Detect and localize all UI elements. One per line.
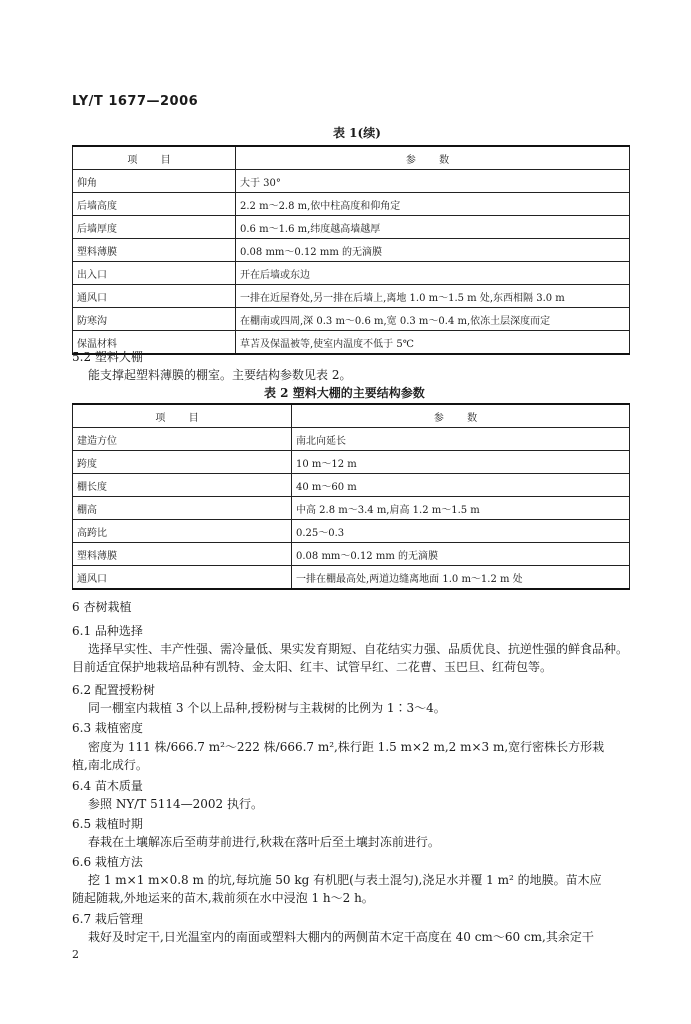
cell-item: 保温材料: [73, 331, 236, 355]
cell-param: 0.08 mm～0.12 mm 的无滴膜: [236, 239, 630, 262]
section-6-7-line1: 栽好及时定干,日光温室内的南面或塑料大棚内的两侧苗木定干高度在 40 cm～60 cm,其余定干: [88, 930, 594, 944]
table-row: [73, 308, 630, 331]
cell-item: 防寒沟: [73, 308, 236, 331]
table1-col-item: 项 目: [73, 146, 236, 170]
cell-param: 大于 30°: [236, 170, 630, 193]
section-6-5-line1: 春栽在土壤解冻后至萌芽前进行,秋栽在落叶后至土壤封冻前进行。: [88, 835, 440, 849]
cell-item: 高跨比: [73, 520, 292, 543]
cell-param: 中高 2.8 m～3.4 m,肩高 1.2 m～1.5 m: [292, 497, 630, 520]
standard-code-header: LY/T 1677—2006: [72, 94, 199, 109]
section-6-4-heading: 6.4 苗木质量: [72, 779, 143, 793]
table2: [72, 403, 630, 590]
table-row: [73, 543, 630, 566]
cell-item: 塑料薄膜: [73, 239, 236, 262]
section-6-1-line2: 目前适宜保护地栽培品种有凯特、金太阳、红丰、试管早红、二花曹、玉巴旦、红荷包等。: [72, 660, 553, 674]
section-6-6-line2: 随起随栽,外地运来的苗木,栽前须在水中浸泡 1 h～2 h。: [72, 891, 374, 905]
section-6-2-line1: 同一棚室内栽植 3 个以上品种,授粉树与主栽树的比例为 1∶3～4。: [88, 701, 446, 715]
section-6-5-heading: 6.5 栽植时期: [72, 817, 143, 831]
cell-item: 后墙厚度: [73, 216, 236, 239]
table2-header-row: [73, 404, 630, 428]
section-6-6-line1: 挖 1 m×1 m×0.8 m 的坑,每坑施 50 kg 有机肥(与表土混匀),浇足水并覆 1 m² 的地膜。苗木应: [88, 873, 602, 887]
cell-param: 10 m～12 m: [292, 451, 630, 474]
cell-item: 通风口: [73, 285, 236, 308]
section-6-3-line1: 密度为 111 株/666.7 m²～222 株/666.7 m²,株行距 1.5 m×2 m,2 m×3 m,宽行密株长方形栽: [88, 740, 605, 754]
cell-item: 建造方位: [73, 428, 292, 451]
cell-param: 2.2 m～2.8 m,依中柱高度和仰角定: [236, 193, 630, 216]
table1: [72, 145, 630, 355]
cell-item: 后墙高度: [73, 193, 236, 216]
section-6-3-heading: 6.3 栽植密度: [72, 721, 143, 735]
table-row: [73, 216, 630, 239]
section-6-1-heading: 6.1 品种选择: [72, 624, 143, 638]
cell-param: 在棚南或四周,深 0.3 m～0.6 m,宽 0.3 m～0.4 m,依冻土层深度而定: [236, 308, 630, 331]
table-row: [73, 520, 630, 543]
table2-col-item: 项 目: [73, 404, 292, 428]
table-row: [73, 193, 630, 216]
section-6-7-heading: 6.7 栽后管理: [72, 912, 143, 926]
cell-param: 0.25～0.3: [292, 520, 630, 543]
section-6-4-line1: 参照 NY/T 5114—2002 执行。: [88, 797, 263, 811]
table-row: [73, 239, 630, 262]
table1-caption: 表 1(续): [333, 126, 381, 140]
table-row: [73, 497, 630, 520]
table-row: [73, 285, 630, 308]
cell-item: 塑料薄膜: [73, 543, 292, 566]
cell-item: 棚高: [73, 497, 292, 520]
section-5-2-heading: 5.2 塑料大棚: [72, 350, 143, 364]
section-6-6-heading: 6.6 栽植方法: [72, 855, 143, 869]
table-row: [73, 331, 630, 355]
cell-param: 0.08 mm～0.12 mm 的无滴膜: [292, 543, 630, 566]
table-row: [73, 566, 630, 590]
cell-item: 出入口: [73, 262, 236, 285]
table1-header-row: [73, 146, 630, 170]
cell-param: 40 m～60 m: [292, 474, 630, 497]
section-5-2-text: 能支撑起塑料薄膜的棚室。主要结构参数见表 2。: [88, 368, 352, 382]
cell-param: 一排在近屋脊处,另一排在后墙上,离地 1.0 m～1.5 m 处,东西相隔 3.0 m: [236, 285, 630, 308]
cell-param: 南北向延长: [292, 428, 630, 451]
cell-item: 通风口: [73, 566, 292, 590]
table2-col-param: 参 数: [292, 404, 630, 428]
table-row: [73, 474, 630, 497]
section-6-2-heading: 6.2 配置授粉树: [72, 683, 155, 697]
cell-item: 仰角: [73, 170, 236, 193]
cell-item: 跨度: [73, 451, 292, 474]
cell-param: 开在后墙或东边: [236, 262, 630, 285]
cell-param: 草苫及保温被等,使室内温度不低于 5℃: [236, 331, 630, 355]
table-row: [73, 262, 630, 285]
table-row: [73, 170, 630, 193]
section-6-heading: 6 杏树栽植: [72, 600, 132, 614]
section-6-3-line2: 植,南北成行。: [72, 758, 148, 772]
table-row: [73, 451, 630, 474]
table2-caption: 表 2 塑料大棚的主要结构参数: [264, 386, 425, 400]
table-row: [73, 428, 630, 451]
section-6-1-line1: 选择早实性、丰产性强、需冷量低、果实发育期短、自花结实力强、品质优良、抗逆性强的鲜食品种。: [88, 642, 629, 656]
cell-param: 一排在棚最高处,两道边缝离地面 1.0 m～1.2 m 处: [292, 566, 630, 590]
page-number: 2: [72, 948, 79, 961]
cell-item: 棚长度: [73, 474, 292, 497]
table1-col-param: 参 数: [236, 146, 630, 170]
cell-param: 0.6 m～1.6 m,纬度越高墙越厚: [236, 216, 630, 239]
